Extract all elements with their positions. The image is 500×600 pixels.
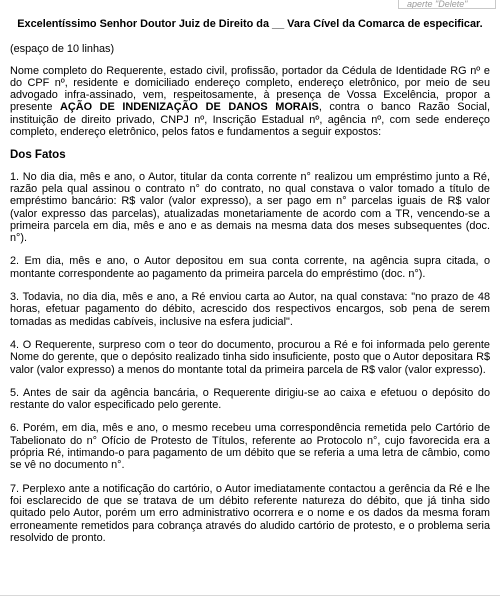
fact-paragraph-5: 5. Antes de sair da agência bancária, o Requerente dirigiu-se ao caixa e efetuou o depósito do restante do valor especificado pelo gerente. [10,386,490,412]
section-heading-facts: Dos Fatos [10,149,66,162]
fact-paragraph-2: 2. Em dia, mês e ano, o Autor depositou em sua conta corrente, na agência supra citada, o montante correspondente ao pagamento da primeira parcela do empréstimo (doc. n°). [10,255,490,280]
petition-document[interactable] [10,18,490,555]
fact-paragraph-6: 6. Porém, em dia, mês e ano, o mesmo recebeu uma correspondência remetida pelo Cartório de Tabelionato do n° Ofício de Protesto de Títulos, referente ao Protocolo n°, cujo favorecida era a própria Ré, intimando-o para pagamento de um débito que se referia a uma letra de câmbio, como se vê no documento n°. [10,422,490,472]
fact-paragraph-3: 3. Todavia, no dia dia, mês e ano, a Ré enviou carta ao Autor, na qual constava: "no prazo de 48 horas, efetuar pagamento do débito, acrescido dos respectivos encargos, sob pena de serem tomadas as medidas cabíveis, inclusive na esfera judicial". [10,291,490,328]
intro-text-start: Nome completo do Requerente, estado civil, profissão, portador da Cédula de Identidade RG nº e do CPF nº, residente e domiciliado endereço completo, endereço eletrônico, por meio de seu advogado infra-assinado, vem, respeitosamente, à presença de Vossa Excelência, propor a presente [10,64,490,114]
document-title: Excelentíssimo Senhor Doutor Juiz de Direito da __ Vara Cível da Comarca de especificar. [17,18,483,30]
page-divider [0,595,500,596]
action-title: AÇÃO DE INDENIZAÇÃO DE DANOS MORAIS [59,101,319,114]
delete-hint-tooltip: aperte "Delete" [398,0,496,9]
spacing-note: (espaço de 10 linhas) [10,43,115,56]
fact-paragraph-7: 7. Perplexo ante a notificação do cartório, o Autor imediatamente contactou a gerência da Ré e lhe foi esclarecido de que se tratava de um débito referente natureza do débito, que já tinha sido quitado pelo Autor, porém um erro administrativo ocorrera e o nome e os dados da mesma foram erroneamente remetidos para cobrança através do aludido cartório de protesto, e o problema seria resolvido de pronto. [10,482,490,544]
intro-text-end: , contra o banco Razão Social, instituição de direito privado, CNPJ nº, Inscrição Estadual nº, agência nº, com sede endereço completo, endereço eletrônico, pelos fatos e fundamentos a seguir expostos: [10,101,490,139]
fact-paragraph-4: 4. O Requerente, surpreso com o teor do documento, procurou a Ré e foi informada pelo gerente Nome do gerente, que o depósito realizado tinha sido insuficiente, posto que o Autor depositara R$ valor (valor expresso) a menos do montante total da primeira parcela de R$ valor (valor expresso). [10,338,490,376]
intro-paragraph [10,65,490,139]
fact-paragraph-1: 1. No dia dia, mês e ano, o Autor, titular da conta corrente n° realizou um empréstimo junto a Ré, razão pela qual assinou o contrato n° do contrato, no qual constava o valor tomado a título de empréstimo bancário: R$ valor (valor expresso), a ser pago em n° parcelas iguais de R$ valor (valor expresso das parcelas), atualizadas monetariamente de acordo com a TR, vencendo-se a primeira parcela em dia, mês e ano e as demais na mesma data dos meses subsequentes (doc. n°). [10,170,490,245]
